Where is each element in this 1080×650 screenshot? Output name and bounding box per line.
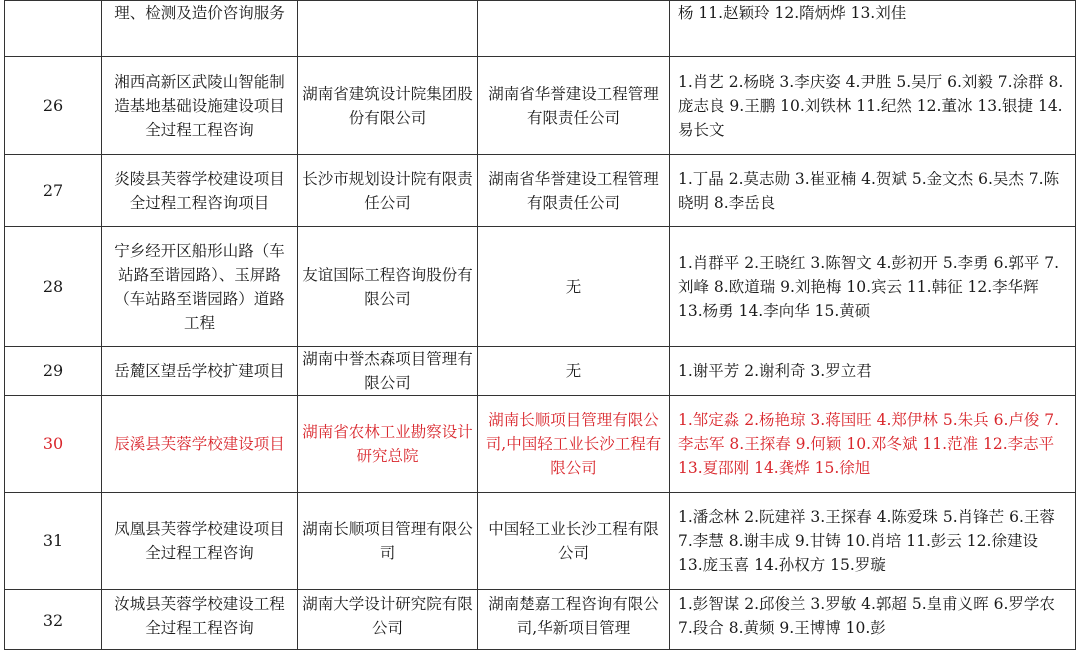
supervision-unit: 无 (478, 227, 670, 347)
table-row (5, 57, 1076, 155)
member-list: 杨 11.赵颖玲 12.隋炳烨 13.刘佳 (670, 1, 1076, 57)
table-row (5, 155, 1076, 227)
member-list: 1.谢平芳 2.谢利奇 3.罗立君 (670, 347, 1076, 396)
member-list: 1.丁晶 2.莫志勋 3.崔亚楠 4.贺斌 5.金文杰 6.吴杰 7.陈晓明 8.李岳良 (670, 155, 1076, 227)
design-unit: 湖南省农林工业勘察设计研究总院 (298, 396, 478, 493)
results-table (4, 0, 1076, 650)
project-name: 湘西高新区武陵山智能制造基地基础设施建设项目全过程工程咨询 (102, 57, 298, 155)
project-name: 理、检测及造价咨询服务 (102, 1, 298, 57)
row-number (5, 1, 102, 57)
member-list: 1.邹定淼 2.杨艳琼 3.蒋国旺 4.郑伊林 5.朱兵 6.卢俊 7.李志军 8.王探春 9.何颖 10.邓冬斌 11.范准 12.李志平 13.夏邵刚 14.龚烨 15.徐旭 (670, 396, 1076, 493)
table-row (5, 227, 1076, 347)
row-number: 31 (5, 493, 102, 590)
table-row (5, 347, 1076, 396)
member-list: 1.肖艺 2.杨晓 3.李庆姿 4.尹胜 5.吴厅 6.刘毅 7.涂群 8.庞志良 9.王鹏 10.刘铁林 11.纪然 12.董冰 13.银捷 14.易长文 (670, 57, 1076, 155)
supervision-unit: 湖南长顺项目管理有限公司,中国轻工业长沙工程有限公司 (478, 396, 670, 493)
project-name: 岳麓区望岳学校扩建项目 (102, 347, 298, 396)
row-number: 26 (5, 57, 102, 155)
member-list: 1.肖群平 2.王晓红 3.陈智文 4.彭初开 5.李勇 6.郭平 7.刘峰 8.欧道瑞 9.刘艳梅 10.宾云 11.韩征 12.李华辉 13.杨勇 14.李向华 15.黄硕 (670, 227, 1076, 347)
table-row (5, 590, 1076, 650)
design-unit: 湖南省建筑设计院集团股份有限公司 (298, 57, 478, 155)
row-number: 32 (5, 590, 102, 650)
table-row-highlighted (5, 396, 1076, 493)
row-number: 27 (5, 155, 102, 227)
project-name: 宁乡经开区船形山路（车站路至谐园路）、玉屏路（车站路至谐园路）道路工程 (102, 227, 298, 347)
design-unit (298, 1, 478, 57)
supervision-unit: 湖南省华誉建设工程管理有限责任公司 (478, 57, 670, 155)
row-number: 28 (5, 227, 102, 347)
design-unit: 友谊国际工程咨询股份有限公司 (298, 227, 478, 347)
row-number: 29 (5, 347, 102, 396)
project-name: 汝城县芙蓉学校建设工程全过程工程咨询 (102, 590, 298, 650)
supervision-unit (478, 1, 670, 57)
design-unit: 湖南长顺项目管理有限公司 (298, 493, 478, 590)
member-list: 1.彭智谋 2.邱俊兰 3.罗敏 4.郭超 5.皇甫义晖 6.罗学农 7.段合 8.黄频 9.王博博 10.彭 (670, 590, 1076, 650)
supervision-unit: 无 (478, 347, 670, 396)
project-name: 炎陵县芙蓉学校建设项目全过程工程咨询项目 (102, 155, 298, 227)
supervision-unit: 中国轻工业长沙工程有限公司 (478, 493, 670, 590)
design-unit: 湖南大学设计研究院有限公司 (298, 590, 478, 650)
project-name: 凤凰县芙蓉学校建设项目全过程工程咨询 (102, 493, 298, 590)
table-row (5, 1, 1076, 57)
supervision-unit: 湖南楚嘉工程咨询有限公司,华新项目管理 (478, 590, 670, 650)
supervision-unit: 湖南省华誉建设工程管理有限责任公司 (478, 155, 670, 227)
member-list: 1.潘念林 2.阮建祥 3.王探春 4.陈爱珠 5.肖锋芒 6.王蓉 7.李慧 8.谢丰成 9.甘铸 10.肖培 11.彭云 12.徐建设 13.庞玉喜 14.孙权方 15.罗璇 (670, 493, 1076, 590)
table-row (5, 493, 1076, 590)
row-number: 30 (5, 396, 102, 493)
design-unit: 长沙市规划设计院有限责任公司 (298, 155, 478, 227)
design-unit: 湖南中誉杰森项目管理有限公司 (298, 347, 478, 396)
project-name: 辰溪县芙蓉学校建设项目 (102, 396, 298, 493)
